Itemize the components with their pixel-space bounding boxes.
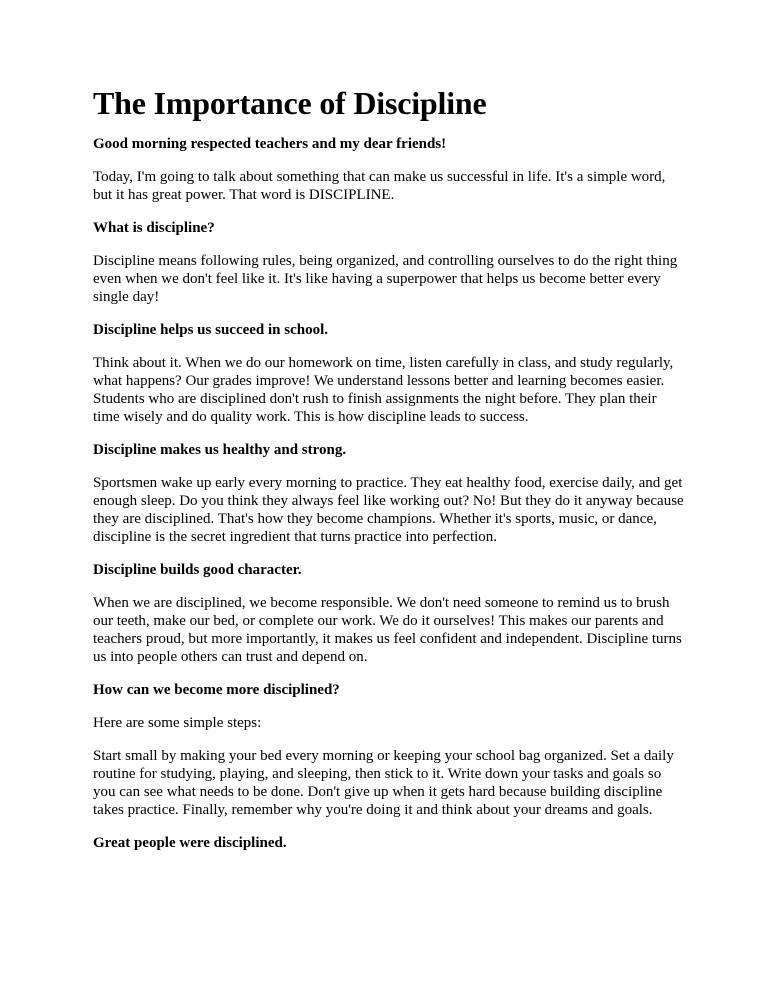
section-heading-school: Discipline helps us succeed in school. bbox=[93, 322, 329, 338]
character-paragraph: When we are disciplined, we become responsible. We don't need someone to remind us to brush our teeth, make our bed, or complete our work. We do it ourselves! This makes our parents and teachers proud, but more importantly, it makes us feel confident and independent. Discipline turns us into people others can trust and depend on. bbox=[93, 595, 682, 665]
section-heading-character: Discipline builds good character. bbox=[93, 562, 302, 578]
steps-intro-paragraph: Here are some simple steps: bbox=[93, 715, 262, 731]
document-page bbox=[93, 84, 685, 867]
section-heading-how-to: How can we become more disciplined? bbox=[93, 682, 340, 698]
section-heading-health: Discipline makes us healthy and strong. bbox=[93, 442, 347, 458]
greeting-heading: Good morning respected teachers and my dear friends! bbox=[93, 136, 447, 152]
intro-paragraph: Today, I'm going to talk about something that can make us successful in life. It's a simple word, but it has great power. That word is DISCIPLINE. bbox=[93, 169, 666, 203]
steps-paragraph: Start small by making your bed every morning or keeping your school bag organized. Set a daily routine for studying, playing, and sleeping, then stick to it. Write down your tasks and goals so you can see what needs to be done. Don't give up when it gets hard because building discipline takes practice. Finally, remember why you're doing it and think about your dreams and goals. bbox=[93, 748, 674, 818]
section-heading-what-is-discipline: What is discipline? bbox=[93, 220, 215, 236]
section-heading-great-people: Great people were disciplined. bbox=[93, 835, 287, 851]
document-title: The Importance of Discipline bbox=[93, 85, 487, 121]
health-paragraph: Sportsmen wake up early every morning to practice. They eat healthy food, exercise daily, and get enough sleep. Do you think they always feel like working out? No! But they do it anyway because they are disciplined. That's how they become champions. Whether it's sports, music, or dance, discipline is the secret ingredient that turns practice into perfection. bbox=[93, 475, 684, 545]
definition-paragraph: Discipline means following rules, being organized, and controlling ourselves to do the right thing even when we don't feel like it. It's like having a superpower that helps us become better every single day! bbox=[93, 253, 678, 305]
school-paragraph: Think about it. When we do our homework on time, listen carefully in class, and study regularly, what happens? Our grades improve! We understand lessons better and learning becomes easier. Students who are disciplined don't rush to finish assignments the night before. They plan their time wisely and do quality work. This is how discipline leads to success. bbox=[93, 355, 674, 425]
